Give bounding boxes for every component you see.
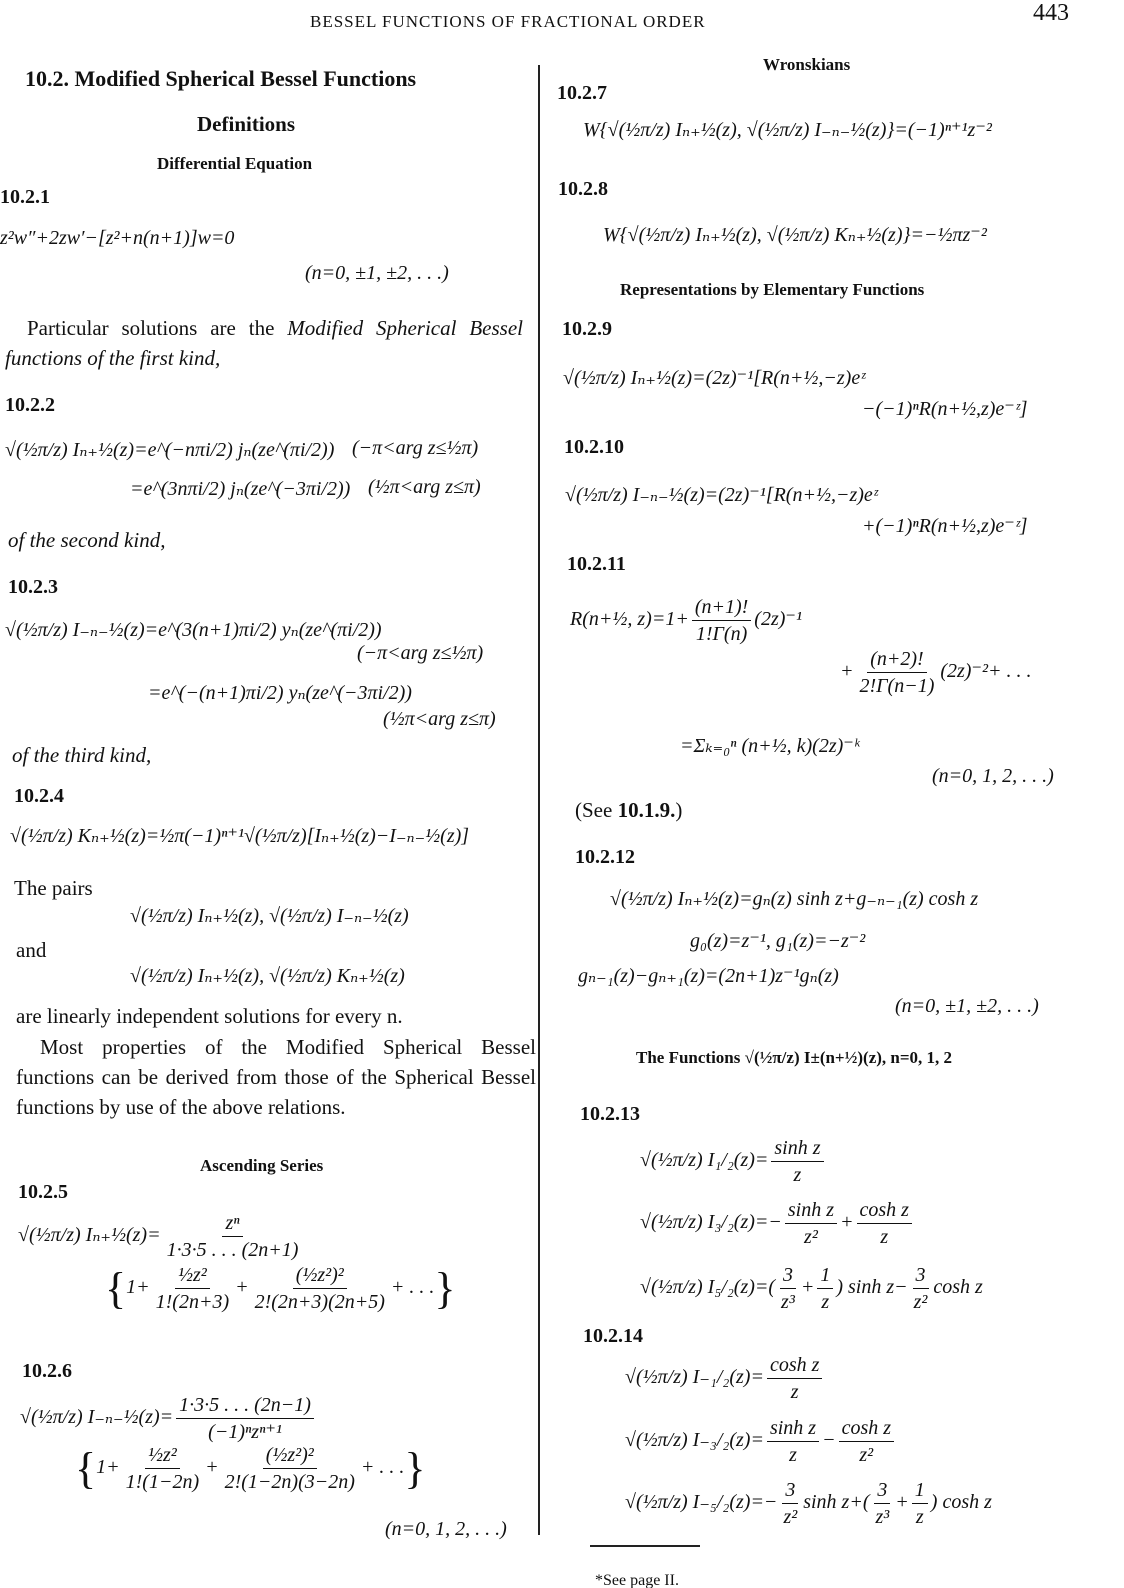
fraction <box>911 1262 931 1315</box>
equation: −(−1)ⁿR(n+½,z)e⁻ᶻ] <box>862 398 1028 420</box>
lhs: √(½π/z) I₋₃/₂(z)= <box>625 1429 764 1452</box>
term: ) sinh z− <box>836 1276 908 1299</box>
fraction <box>839 1415 894 1468</box>
equation: z²w″+2zw′−[z²+n(n+1)]w=0 <box>0 227 235 249</box>
eq-number: 10.2.2 <box>5 394 55 416</box>
lhs: R(n+½, z)=1+ <box>570 608 689 631</box>
equation <box>625 1415 897 1468</box>
equation <box>20 1392 317 1445</box>
eq-number: 10.2.13 <box>580 1103 640 1125</box>
text: of the third kind, <box>12 743 152 767</box>
eq-number: 10.2.3 <box>8 576 58 598</box>
lhs: √(½π/z) I₁/₂(z)= <box>640 1149 769 1172</box>
eq-number: 10.2.11 <box>567 553 626 575</box>
numerator: cosh z <box>839 1415 894 1442</box>
eq-number: 10.2.12 <box>575 846 635 868</box>
eq-number: 10.2.9 <box>562 318 612 340</box>
term: cosh z <box>933 1276 983 1299</box>
equation: √(½π/z) Iₙ₊½(z)=gₙ(z) sinh z+g₋ₙ₋₁(z) cosh z <box>610 888 979 910</box>
term: + <box>235 1276 249 1299</box>
brace: { <box>105 1264 127 1313</box>
fraction <box>153 1262 232 1315</box>
equation <box>570 594 802 647</box>
eq-number: 10.2.10 <box>564 436 624 458</box>
heading-wronskians: Wronskians <box>763 55 851 74</box>
denominator: z² <box>913 1291 928 1313</box>
fraction <box>767 1352 822 1405</box>
eq-number: 10.2.1 <box>0 186 50 208</box>
equation <box>840 646 1032 699</box>
fraction <box>123 1442 202 1495</box>
cross-reference <box>575 798 682 823</box>
numerator: (n+1)! <box>692 594 751 621</box>
text: are linearly independent solutions for every n. <box>16 1004 403 1028</box>
term: + <box>205 1456 219 1479</box>
denominator: z <box>789 1444 797 1466</box>
eq-number: 10.2.5 <box>18 1181 68 1203</box>
term: + . . . <box>360 1456 405 1479</box>
lhs: √(½π/z) I₋ₙ₋½(z)= <box>20 1406 174 1429</box>
denominator: z <box>915 1506 924 1528</box>
term: − <box>822 1429 836 1452</box>
equation <box>640 1197 915 1250</box>
equation-condition: (n=0, 1, 2, . . .) <box>932 765 1054 787</box>
equation: g₀(z)=z⁻¹, g₁(z)=−z⁻² <box>690 930 866 952</box>
equation: √(½π/z) Iₙ₊½(z), √(½π/z) I₋ₙ₋½(z) <box>130 905 409 927</box>
text: (See <box>575 798 618 822</box>
numerator: 1 <box>817 1262 833 1289</box>
denominator: 2!(1−2n)(3−2n) <box>224 1471 355 1493</box>
fraction <box>780 1477 800 1530</box>
text: and <box>16 938 47 962</box>
eq-number: 10.2.8 <box>558 178 608 200</box>
numerator: (n+2)! <box>867 646 926 673</box>
fraction <box>164 1210 302 1263</box>
denominator: z² <box>783 1506 798 1528</box>
equation: W{√(½π/z) Iₙ₊½(z), √(½π/z) I₋ₙ₋½(z)}=(−1)ⁿ⁺¹z⁻² <box>583 119 992 141</box>
fraction <box>771 1135 823 1188</box>
numerator: cosh z <box>857 1197 912 1224</box>
numerator: sinh z <box>771 1135 823 1162</box>
equation <box>105 1262 456 1315</box>
equation: =Σₖ₌₀ⁿ (n+½, k)(2z)⁻ᵏ <box>680 735 860 757</box>
heading-definitions: Definitions <box>197 112 296 136</box>
equation-condition: (½π<arg z≤π) <box>368 476 481 498</box>
text: Particular solutions are the <box>27 316 288 340</box>
equation-condition: (n=0, ±1, ±2, . . .) <box>895 995 1039 1017</box>
equation <box>640 1262 983 1315</box>
denominator: 2!(2n+3)(2n+5) <box>254 1291 385 1313</box>
text: The pairs <box>14 876 93 900</box>
equation: =e^(3nπi/2) jₙ(ze^(−3πi/2)) <box>130 478 351 500</box>
heading-ascending-series: Ascending Series <box>200 1156 324 1175</box>
term: + <box>800 1276 815 1299</box>
fraction <box>817 1262 833 1315</box>
lhs: √(½π/z) Iₙ₊½(z)= <box>18 1224 161 1247</box>
numerator: sinh z <box>785 1197 837 1224</box>
denominator: 1!(2n+3) <box>155 1291 230 1313</box>
denominator: z <box>793 1164 802 1186</box>
equation: +(−1)ⁿR(n+½,z)e⁻ᶻ] <box>862 515 1028 537</box>
brace: { <box>75 1444 97 1493</box>
denominator: 1!(1−2n) <box>125 1471 200 1493</box>
fraction <box>778 1262 798 1315</box>
term: sinh z+( <box>803 1491 870 1514</box>
numerator: 3 <box>913 1262 929 1289</box>
equation <box>625 1477 992 1530</box>
denominator: z <box>821 1291 830 1313</box>
equation <box>18 1210 304 1263</box>
heading-representations: Representations by Elementary Functions <box>620 280 925 299</box>
numerator: 1·3·5 . . . (2n−1) <box>176 1392 314 1419</box>
equation: √(½π/z) I₋ₙ₋½(z)=(2z)⁻¹[R(n+½,−z)eᶻ <box>565 484 878 506</box>
term: 1+ <box>96 1456 120 1479</box>
denominator: z³ <box>781 1291 795 1313</box>
lhs: √(½π/z) I₃/₂(z)=− <box>640 1211 782 1234</box>
fraction <box>912 1477 928 1530</box>
equation <box>625 1352 825 1405</box>
eq-number: 10.2.4 <box>14 785 64 807</box>
footnote-rule <box>590 1545 700 1547</box>
numerator: ½z² <box>145 1442 180 1469</box>
denominator: z² <box>804 1226 818 1248</box>
equation: gₙ₋₁(z)−gₙ₊₁(z)=(2n+1)z⁻¹gₙ(z) <box>578 965 839 987</box>
denominator: 1!Γ(n) <box>695 623 748 645</box>
denominator: 2!Γ(n−1) <box>859 675 935 697</box>
equation: W{√(½π/z) Iₙ₊½(z), √(½π/z) Kₙ₊½(z)}=−½πz⁻² <box>603 224 987 246</box>
denominator: (−1)ⁿzⁿ⁺¹ <box>208 1421 282 1443</box>
fraction <box>176 1392 314 1445</box>
equation-condition: (n=0, ±1, ±2, . . .) <box>305 262 449 284</box>
equation: =e^(−(n+1)πi/2) yₙ(ze^(−3πi/2)) <box>148 682 412 704</box>
term: + <box>895 1491 909 1514</box>
numerator: (½z²)² <box>293 1262 347 1289</box>
lhs: √(½π/z) I₋₁/₂(z)= <box>625 1366 764 1389</box>
numerator: zⁿ <box>222 1210 242 1237</box>
heading-functions: The Functions √(½π/z) I±(n+½)(z), n=0, 1, 2 <box>636 1048 953 1067</box>
numerator: sinh z <box>767 1415 819 1442</box>
brace: } <box>434 1264 456 1313</box>
numerator: 3 <box>780 1262 796 1289</box>
numerator: ½z² <box>175 1262 210 1289</box>
column-divider <box>538 65 540 1535</box>
fraction <box>857 646 938 699</box>
equation-condition: (½π<arg z≤π) <box>383 708 496 730</box>
lhs: √(½π/z) I₋₅/₂(z)=− <box>625 1491 778 1514</box>
equation: √(½π/z) Iₙ₊½(z)=(2z)⁻¹[R(n+½,−z)eᶻ <box>563 367 866 389</box>
term: + <box>840 660 854 683</box>
fraction <box>692 594 751 647</box>
reference-link: 10.1.9. <box>617 798 676 822</box>
fraction <box>785 1197 837 1250</box>
denominator: 1·3·5 . . . (2n+1) <box>166 1239 299 1261</box>
numerator: 3 <box>874 1477 890 1504</box>
running-title: BESSEL FUNCTIONS OF FRACTIONAL ORDER <box>310 12 706 31</box>
numerator: 1 <box>912 1477 928 1504</box>
text: of the second kind, <box>8 528 166 552</box>
denominator: z² <box>859 1444 874 1466</box>
eq-number: 10.2.6 <box>22 1360 72 1382</box>
term: 1+ <box>126 1276 150 1299</box>
fraction <box>252 1262 388 1315</box>
numerator: 3 <box>782 1477 798 1504</box>
fraction <box>873 1477 893 1530</box>
term: (2z)⁻²+ . . . <box>940 660 1032 683</box>
heading-differential-equation: Differential Equation <box>157 154 313 173</box>
numerator: cosh z <box>767 1352 822 1379</box>
denominator: z³ <box>875 1506 890 1528</box>
fraction <box>222 1442 358 1495</box>
equation <box>75 1442 426 1495</box>
equation: √(½π/z) Kₙ₊½(z)=½π(−1)ⁿ⁺¹√(½π/z)[Iₙ₊½(z)−I₋ₙ₋½(z)] <box>10 825 470 847</box>
fraction <box>767 1415 819 1468</box>
paragraph: Most properties of the Modified Spherical Bessel functions can be derived from those of the Spherical Bessel functions by use of the above relations. <box>16 1035 536 1119</box>
term: + <box>840 1211 854 1234</box>
term: + . . . <box>390 1276 435 1299</box>
equation-condition: (−π<arg z≤½π) <box>352 437 479 459</box>
page-number: 443 <box>1033 0 1069 26</box>
denominator: z <box>880 1226 889 1248</box>
term: (2z)⁻¹ <box>754 608 802 631</box>
equation <box>640 1135 827 1188</box>
term: ) cosh z <box>930 1491 992 1514</box>
paragraph <box>5 313 523 373</box>
section-title: 10.2. Modified Spherical Bessel Functions <box>25 66 417 91</box>
eq-number: 10.2.7 <box>557 82 607 104</box>
lhs: √(½π/z) I₅/₂(z)=( <box>640 1276 776 1299</box>
equation: √(½π/z) I₋ₙ₋½(z)=e^(3(n+1)πi/2) yₙ(ze^(πi/2)) <box>5 619 382 641</box>
equation-condition: (−π<arg z≤½π) <box>357 642 484 664</box>
eq-number: 10.2.14 <box>583 1325 643 1347</box>
text: ) <box>675 798 683 822</box>
denominator: z <box>790 1381 799 1403</box>
equation: √(½π/z) Iₙ₊½(z), √(½π/z) Kₙ₊½(z) <box>130 965 405 987</box>
brace: } <box>404 1444 426 1493</box>
term: Modified Spherical Bessel functions of the first kind, <box>5 316 523 370</box>
footnote: *See page II. <box>595 1572 679 1588</box>
equation-condition: (n=0, 1, 2, . . .) <box>385 1518 507 1540</box>
equation: √(½π/z) Iₙ₊½(z)=e^(−nπi/2) jₙ(ze^(πi/2)) <box>5 439 335 461</box>
fraction <box>857 1197 912 1250</box>
numerator: (½z²)² <box>263 1442 317 1469</box>
